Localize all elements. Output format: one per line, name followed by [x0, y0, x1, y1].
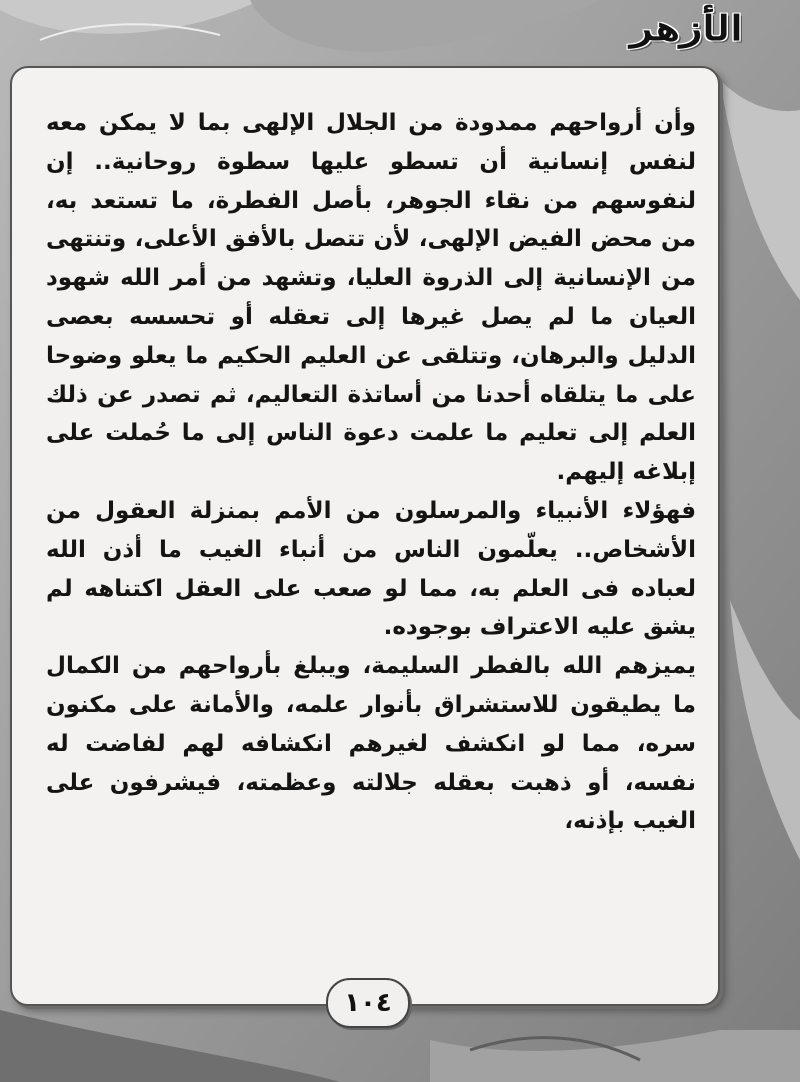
body-text: [46, 104, 696, 841]
paragraph-3: يميزهم الله بالفطر السليمة، ويبلغ بأرواحهم من الكمال ما يطيقون للاستشراق بأنوار علمه، والأمانة على مكنون سره، مما لو انكشف لغيرهم انكشافه لهم لفاضت له نفسه، أو ذهبت بعقله جلالته وعظمته، فيشرفون على الغيب بإذنه،: [46, 653, 696, 835]
logo-text: الأزهر: [630, 9, 744, 49]
paragraph-1: وأن أرواحهم ممدودة من الجلال الإلهى بما لا يمكن معه لنفس إنسانية أن تسطو عليها سطوة روحانية.. إن لنفوسهم من نقاء الجوهر، بأصل الفطرة، ما تستعد به، من محض الفيض الإلهى، لأن تتصل بالأفق الأعلى، وتنتهى من الإنسانية إلى الذروة العليا، وتشهد من أمر الله شهود العيان ما لم يصل غيرها إلى تعقله أو تحسسه بعصى الدليل والبرهان، وتتلقى عن العليم الحكيم ما يعلو وضوحا على ما يتلقاه أحدنا من أساتذة التعاليم، ثم تصدر عن ذلك العلم إلى تعليم ما علمت دعوة الناس إلى ما حُملت على إبلاغه إليهم.: [46, 110, 696, 486]
page-number: ١٠٤: [326, 978, 410, 1028]
paragraph-2: فهؤلاء الأنبياء والمرسلون من الأمم بمنزلة العقول من الأشخاص.. يعلّمون الناس من أنباء الغيب ما أذن الله لعباده فى العلم به، مما لو صعب على العقل اكتناهه لم يشق عليه الاعتراف بوجوده.: [46, 497, 696, 641]
publication-logo: [592, 6, 782, 52]
